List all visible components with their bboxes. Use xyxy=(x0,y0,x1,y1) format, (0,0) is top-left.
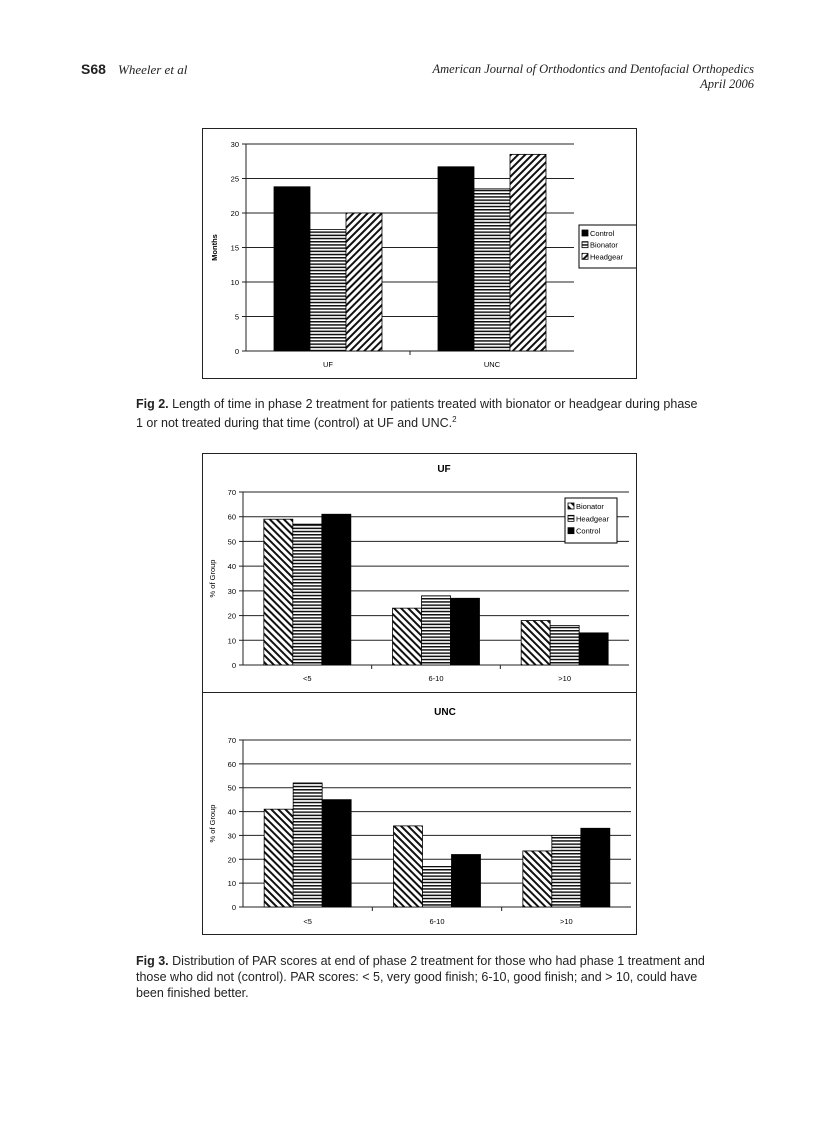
x-tick-label: 6-10 xyxy=(428,674,444,683)
y-tick-label: 10 xyxy=(227,636,236,646)
bar-bionator xyxy=(523,851,552,907)
fig2-citation: 2 xyxy=(452,415,457,424)
legend-label-bionator: Bionator xyxy=(576,502,604,511)
page-number: S68 xyxy=(81,61,106,77)
bar-bionator xyxy=(264,519,293,665)
x-tick-label: 6-10 xyxy=(429,917,445,926)
fig3-uf-chart xyxy=(202,453,637,692)
bar-control xyxy=(322,514,351,665)
fig3-caption-text: Distribution of PAR scores at end of phase 2 treatment for those who had phase 1 treatment and those who did not (control). PAR scores: < 5, very good finish; 6-10, good finish; and > 10, could have been finished better. xyxy=(136,954,705,1000)
bar-bionator xyxy=(264,809,293,907)
y-tick-label: 70 xyxy=(227,736,236,745)
y-tick-label: 5 xyxy=(234,312,239,322)
bar-headgear xyxy=(293,783,322,907)
bar-bionator xyxy=(474,189,510,351)
x-tick-label: UNC xyxy=(483,360,501,369)
y-tick-label: 60 xyxy=(227,759,236,769)
legend-swatch-bionator xyxy=(582,242,588,248)
fig3-uf-chart-svg xyxy=(203,454,636,692)
fig2-label: Fig 2. xyxy=(136,397,169,411)
bar-bionator xyxy=(521,621,550,665)
fig3-caption xyxy=(136,953,706,1001)
bar-control xyxy=(581,828,610,907)
fig2-caption xyxy=(136,396,706,431)
bar-control xyxy=(451,598,480,665)
x-tick-label: <5 xyxy=(303,917,312,926)
legend-label-control: Control xyxy=(590,229,615,238)
legend-swatch-headgear xyxy=(568,515,574,521)
legend-swatch-control xyxy=(582,230,588,236)
fig3-label: Fig 3. xyxy=(136,954,169,968)
fig2-chart xyxy=(202,128,637,379)
chart-title: UNC xyxy=(434,707,456,718)
y-axis-label: Months xyxy=(210,234,219,261)
bar-bionator xyxy=(393,608,422,665)
y-tick-label: 20 xyxy=(227,611,236,621)
legend-label-control: Control xyxy=(576,526,601,536)
fig3-unc-chart-svg xyxy=(203,693,636,934)
y-tick-label: 0 xyxy=(231,903,236,912)
y-tick-label: 40 xyxy=(227,562,236,572)
bar-control xyxy=(274,187,310,351)
y-tick-label: 0 xyxy=(234,347,239,356)
fig3-unc-chart xyxy=(202,692,637,935)
x-tick-label: <5 xyxy=(303,674,312,683)
bar-headgear xyxy=(422,596,451,665)
legend-swatch-bionator xyxy=(568,503,574,509)
y-tick-label: 20 xyxy=(227,855,236,865)
fig2-caption-text: Length of time in phase 2 treatment for patients treated with bionator or headgear during phase 1 or not treated during that time (control) at UF and UNC. xyxy=(136,397,698,431)
y-tick-label: 40 xyxy=(227,807,236,817)
y-axis-label: % of Group xyxy=(208,559,217,598)
y-tick-label: 10 xyxy=(230,278,239,287)
legend-swatch-control xyxy=(568,528,574,534)
issue-date: April 2006 xyxy=(700,77,754,91)
legend-swatch-headgear xyxy=(582,253,588,259)
legend-label-headgear: Headgear xyxy=(590,252,623,262)
y-tick-label: 30 xyxy=(227,831,236,841)
bar-headgear xyxy=(293,524,322,665)
x-tick-label: UF xyxy=(323,360,333,369)
y-tick-label: 50 xyxy=(227,537,236,547)
y-tick-label: 25 xyxy=(230,174,239,184)
chart-title: UF xyxy=(437,464,451,475)
bar-control xyxy=(579,633,608,665)
bar-bionator xyxy=(394,826,423,907)
fig2-chart-svg xyxy=(203,129,636,378)
y-tick-label: 30 xyxy=(230,140,239,149)
running-authors: Wheeler et al xyxy=(118,62,188,77)
y-axis-label: % of Group xyxy=(208,804,217,843)
y-tick-label: 0 xyxy=(231,661,236,670)
journal-header xyxy=(433,62,755,92)
bar-headgear xyxy=(552,835,581,907)
bar-control xyxy=(438,167,474,351)
y-tick-label: 70 xyxy=(227,488,236,497)
y-tick-label: 30 xyxy=(227,586,236,596)
bar-headgear xyxy=(510,154,546,351)
bar-bionator xyxy=(310,230,346,351)
y-tick-label: 60 xyxy=(227,512,236,522)
y-tick-label: 15 xyxy=(230,243,239,253)
bar-control xyxy=(452,855,481,907)
x-tick-label: >10 xyxy=(559,917,573,926)
bar-headgear xyxy=(550,625,579,665)
bar-control xyxy=(322,800,351,907)
legend-label-headgear: Headgear xyxy=(576,514,609,524)
x-tick-label: >10 xyxy=(558,674,572,683)
y-tick-label: 20 xyxy=(230,209,239,218)
y-tick-label: 10 xyxy=(227,879,236,889)
bar-headgear xyxy=(423,866,452,907)
journal-name: American Journal of Orthodontics and Dentofacial Orthopedics xyxy=(432,62,754,76)
bar-headgear xyxy=(346,213,382,351)
legend-label-bionator: Bionator xyxy=(590,240,618,250)
y-tick-label: 50 xyxy=(227,783,236,793)
